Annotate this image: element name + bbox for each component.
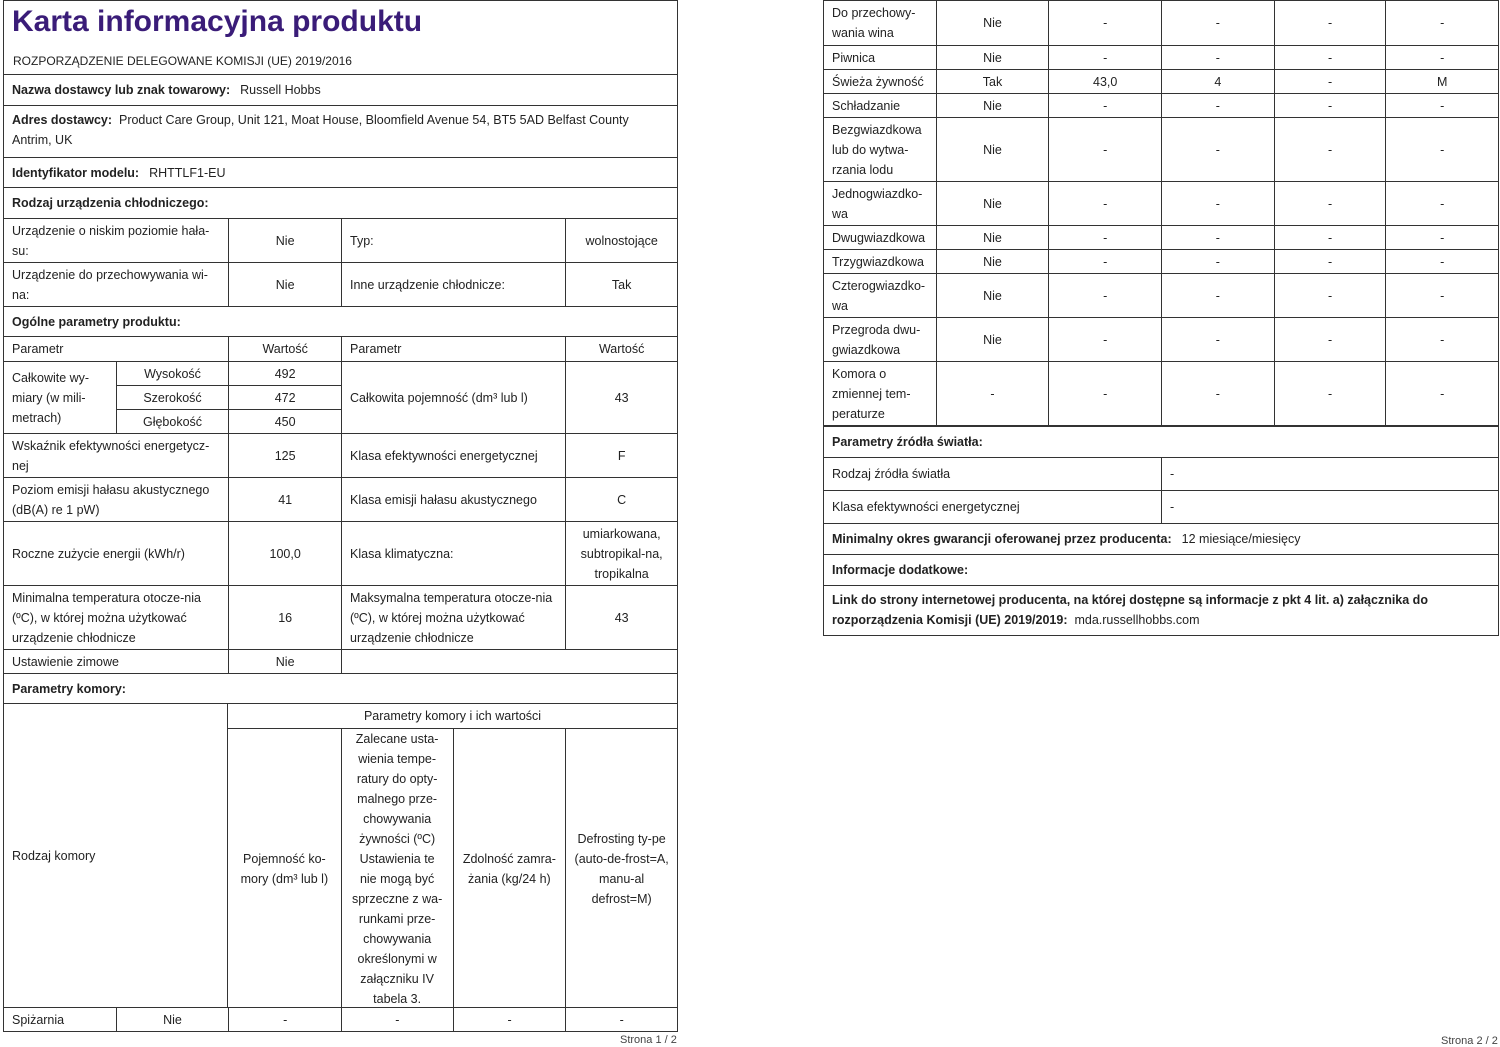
energy-value: 100,0	[228, 522, 341, 585]
compartment-cell: Nie	[936, 118, 1049, 181]
light-type-value: -	[1161, 458, 1498, 490]
col-temp: Zalecane usta-wienia tempe-ratury do opty-malnego prze-chowywania żywności (ºC) Ustawienia te nie mogą być sprzeczne z wa-runkami prze-chowywania określonymi w załączniku IV tabela 3.	[341, 729, 453, 1009]
compartment-cell: -	[1048, 1, 1161, 45]
compartment-name: Czterogwiazdko-wa	[832, 278, 926, 313]
eei-row	[4, 433, 677, 477]
warranty-row	[824, 523, 1498, 554]
compartment-name: Świeża żywność	[832, 74, 924, 89]
eei-value: 125	[228, 434, 341, 477]
model-value: RHTTLF1-EU	[149, 165, 226, 180]
compartment-cell: Nie	[936, 274, 1049, 317]
compartment-cell: 4	[1161, 70, 1274, 93]
eei-label: Wskaźnik efektywności energetycz-nej	[12, 438, 210, 473]
compartment-cell: -	[1048, 182, 1161, 225]
other-value: Tak	[565, 263, 677, 306]
compartment-cell: -	[1274, 274, 1386, 317]
compartment-cell: Nie	[936, 226, 1049, 249]
max-temp-value: 43	[565, 586, 677, 649]
wine-value: Nie	[228, 263, 341, 306]
model-row	[4, 157, 677, 187]
compartment-cell: -	[1048, 226, 1161, 249]
page-2-footer: Strona 2 / 2	[1441, 1035, 1498, 1047]
compartment-cell: -	[1161, 250, 1274, 273]
compartment-cell: -	[1274, 182, 1386, 225]
compartment-cell: -	[1274, 1, 1386, 45]
col-freeze: Zdolność zamra-żania (kg/24 h)	[453, 729, 566, 1009]
extra-heading-row	[824, 554, 1498, 585]
light-class-value: -	[1161, 491, 1498, 523]
compartment-row	[824, 69, 1498, 93]
regulation-text: ROZPORZĄDZENIE DELEGOWANE KOMISJI (UE) 2019/2016	[13, 54, 352, 68]
energy-class-value: F	[565, 434, 677, 477]
compartment-cell: 43,0	[1048, 70, 1161, 93]
climate-value: umiarkowana, subtropikal-na, tropikalna	[565, 522, 677, 585]
compartment-cell: -	[1048, 318, 1161, 361]
width-label: Szerokość	[117, 385, 229, 409]
compartment-cell: -	[1274, 250, 1386, 273]
pantry-cell: -	[565, 1008, 677, 1031]
compartment-header-block	[4, 703, 677, 1007]
compartment-heading: Parametry komory:	[12, 681, 126, 696]
compartment-name: Piwnica	[832, 50, 876, 65]
extra-heading: Informacje dodatkowe:	[832, 563, 969, 577]
compartment-cell: -	[1385, 1, 1498, 45]
compartment-row	[824, 117, 1498, 181]
height-label: Wysokość	[144, 366, 201, 381]
wine-label: Urządzenie do przechowywania wi-na:	[12, 267, 208, 302]
general-heading: Ogólne parametry produktu:	[12, 314, 181, 329]
compartment-name: Do przechowy-wania wina	[832, 6, 916, 40]
winter-value: Nie	[228, 650, 341, 673]
pantry-cell: -	[453, 1008, 566, 1031]
compartment-name: Schładzanie	[832, 98, 901, 113]
energy-row	[4, 521, 677, 585]
compartment-cell: -	[1161, 226, 1274, 249]
compartment-name: Bezgwiazdkowa lub do wytwa-rzania lodu	[832, 122, 922, 177]
link-row	[824, 585, 1498, 635]
compartment-type-label: Rodzaj komory	[12, 848, 96, 863]
light-type-label: Rodzaj źródła światła	[832, 467, 951, 481]
compartment-cell: -	[1274, 318, 1386, 361]
address-label: Adres dostawcy:	[12, 113, 113, 127]
low-noise-value: Nie	[228, 219, 341, 262]
compartment-cell: -	[936, 362, 1049, 425]
compartment-cell: Nie	[936, 1, 1049, 45]
wine-row	[4, 262, 677, 306]
compartment-cell: M	[1385, 70, 1498, 93]
height-value: 492	[274, 366, 296, 381]
volume-label: Całkowita pojemność (dm³ lub l)	[341, 362, 565, 433]
compartment-cell: -	[1048, 250, 1161, 273]
address-row	[4, 105, 677, 157]
type-heading: Rodzaj urządzenia chłodniczego:	[12, 196, 209, 210]
page-2	[823, 0, 1499, 636]
compartment-name: Trzygwiazdkowa	[832, 254, 924, 269]
noise-class-value: C	[565, 478, 677, 521]
compartment-cell: -	[1161, 118, 1274, 181]
supplier-label: Nazwa dostawcy lub znak towarowy:	[12, 83, 231, 97]
compartment-cell: -	[1161, 1, 1274, 45]
link-value[interactable]: mda.russellhobbs.com	[1074, 613, 1200, 627]
header-block	[3, 0, 678, 75]
compartment-table	[823, 0, 1499, 426]
warranty-label: Minimalny okres gwarancji oferowanej przez producenta:	[832, 532, 1172, 546]
compartment-cell: -	[1048, 274, 1161, 317]
page-1-footer: Strona 1 / 2	[620, 1034, 677, 1046]
page-title: Karta informacyjna produktu	[12, 5, 423, 38]
compartment-cell: -	[1161, 362, 1274, 425]
compartment-cell: -	[1385, 118, 1498, 181]
compartment-row	[824, 225, 1498, 249]
width-value: 472	[229, 385, 341, 409]
light-type-row	[824, 457, 1498, 490]
value-header-2: Wartość	[565, 337, 677, 361]
compartment-row	[824, 249, 1498, 273]
light-heading-row	[824, 426, 1498, 457]
compartment-cell: -	[1161, 94, 1274, 117]
model-label: Identyfikator modelu:	[12, 165, 140, 180]
compartment-row	[824, 181, 1498, 225]
compartment-cell: -	[1385, 250, 1498, 273]
other-label: Inne urządzenie chłodnicze:	[341, 263, 565, 306]
compartment-cell: -	[1385, 94, 1498, 117]
compartment-cell: -	[1385, 318, 1498, 361]
compartment-name: Dwugwiazdkowa	[832, 230, 926, 245]
compartment-cell: -	[1274, 118, 1386, 181]
compartment-cell: -	[1274, 94, 1386, 117]
link-label: Link do strony internetowej producenta, na której dostępne są informacje z pkt 4 lit. a) załącznika do rozporządzenia Komisji (UE) 2019/2019:	[832, 593, 1428, 627]
compartment-cell: -	[1385, 274, 1498, 317]
compartment-cell: Tak	[936, 70, 1049, 93]
noise-value: 41	[228, 478, 341, 521]
compartment-name: Jednogwiazdko-wa	[832, 186, 923, 221]
product-info-table	[3, 75, 678, 1032]
compartment-cell: -	[1274, 70, 1386, 93]
pantry-cell: -	[341, 1008, 453, 1031]
pantry-row	[4, 1007, 677, 1031]
noise-class-label: Klasa emisji hałasu akustycznego	[341, 478, 565, 521]
compartment-cell: -	[1274, 46, 1386, 69]
light-warranty-table	[823, 426, 1499, 636]
value-header-1: Wartość	[228, 337, 341, 361]
compartment-row	[824, 317, 1498, 361]
param-header-1: Parametr	[12, 342, 64, 356]
compartment-heading-row	[4, 673, 677, 703]
pantry-cell: -	[228, 1008, 341, 1031]
compartment-cell: Nie	[936, 318, 1049, 361]
energy-label: Roczne zużycie energii (kWh/r)	[12, 546, 185, 561]
winter-label: Ustawienie zimowe	[12, 654, 119, 669]
climate-label: Klasa klimatyczna:	[341, 522, 565, 585]
compartment-cell: -	[1048, 118, 1161, 181]
address-value: Product Care Group, Unit 121, Moat House, Bloomfield Avenue 54, BT5 5AD Belfast County Antrim, UK	[12, 113, 629, 147]
type-heading-row	[4, 187, 677, 218]
compartment-cell: -	[1161, 318, 1274, 361]
compartment-params-heading: Parametry komory i ich wartości	[363, 709, 542, 723]
warranty-value: 12 miesiące/miesięcy	[1181, 532, 1301, 546]
pantry-value: Nie	[116, 1008, 229, 1031]
min-temp-label: Minimalna temperatura otocze-nia (ºC), w której można użytkować urządzenie chłodnicze	[12, 590, 201, 645]
param-header-row	[4, 336, 677, 361]
depth-value: 450	[229, 409, 341, 433]
compartment-name: Przegroda dwu-gwiazdkowa	[832, 322, 921, 357]
typ-label: Typ:	[341, 219, 565, 262]
max-temp-label: Maksymalna temperatura otocze-nia (ºC), w której można użytkować urządzenie chłodnicze	[341, 586, 565, 649]
depth-label: Głębokość	[117, 409, 229, 433]
dimensions-row	[4, 361, 677, 433]
col-defrost: Defrosting ty-pe (auto-de-frost=A, manu-al defrost=M)	[565, 729, 677, 1009]
compartment-cell: -	[1048, 46, 1161, 69]
compartment-cell: -	[1048, 362, 1161, 425]
volume-value: 43	[565, 362, 677, 433]
light-heading: Parametry źródła światła:	[832, 435, 983, 449]
typ-value: wolnostojące	[565, 219, 677, 262]
compartment-cell: Nie	[936, 182, 1049, 225]
min-temp-value: 16	[228, 586, 341, 649]
compartment-row	[824, 1, 1498, 45]
compartment-cell: -	[1385, 46, 1498, 69]
compartment-cell: -	[1161, 182, 1274, 225]
compartment-cell: -	[1274, 362, 1386, 425]
noise-row	[4, 477, 677, 521]
pantry-label: Spiżarnia	[12, 1012, 65, 1027]
compartment-cell: Nie	[936, 46, 1049, 69]
compartment-cell: -	[1161, 274, 1274, 317]
noise-label: Poziom emisji hałasu akustycznego (dB(A) re 1 pW)	[12, 482, 210, 517]
supplier-row	[4, 75, 677, 105]
page-1	[3, 0, 678, 1032]
compartment-row	[824, 45, 1498, 69]
compartment-row	[824, 361, 1498, 425]
compartment-cell: Nie	[936, 94, 1049, 117]
param-header-2: Parametr	[341, 337, 565, 361]
compartment-cell: -	[1385, 182, 1498, 225]
supplier-value: Russell Hobbs	[240, 83, 321, 97]
low-noise-label: Urządzenie o niskim poziomie hała-su:	[12, 223, 210, 258]
compartment-cell: Nie	[936, 250, 1049, 273]
compartment-row	[824, 93, 1498, 117]
winter-row	[4, 649, 677, 673]
compartment-name: Komora o zmiennej tem-peraturze	[832, 366, 911, 421]
dimensions-label: Całkowite wy-miary (w mili-metrach)	[12, 370, 90, 425]
low-noise-row	[4, 218, 677, 262]
compartment-row	[824, 273, 1498, 317]
compartment-cell: -	[1161, 46, 1274, 69]
compartment-cell: -	[1385, 226, 1498, 249]
compartment-cell: -	[1385, 362, 1498, 425]
energy-class-label: Klasa efektywności energetycznej	[341, 434, 565, 477]
light-class-row	[824, 490, 1498, 523]
col-capacity: Pojemność ko-mory (dm³ lub l)	[240, 852, 329, 886]
temp-row	[4, 585, 677, 649]
compartment-cell: -	[1274, 226, 1386, 249]
compartment-cell: -	[1048, 94, 1161, 117]
light-class-label: Klasa efektywności energetycznej	[832, 500, 1020, 514]
general-heading-row	[4, 306, 677, 336]
